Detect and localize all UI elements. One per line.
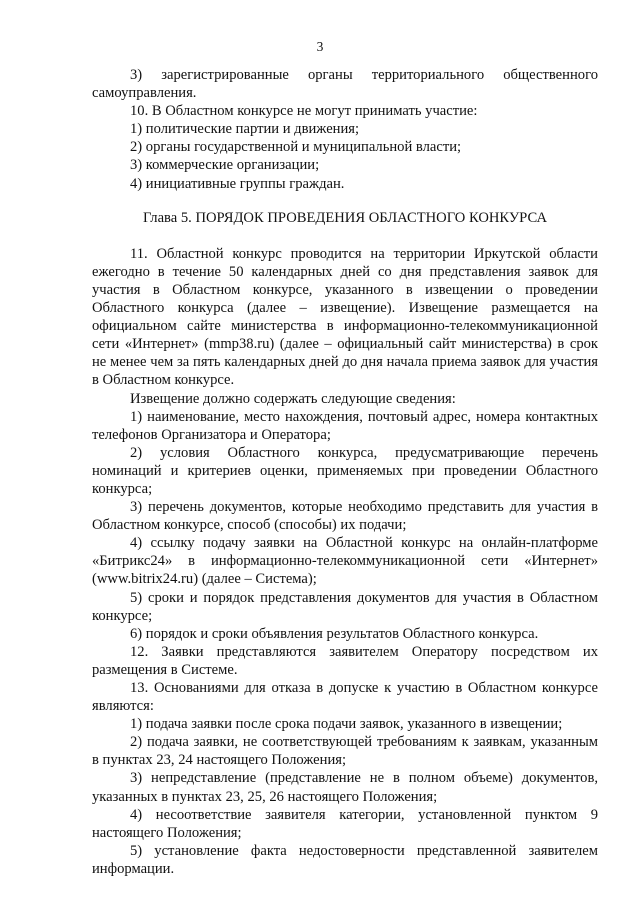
item13-list-item: 2) подача заявки, не соответствующей требованиям к заявкам, указанным в пунктах 23, 24 настоящего Положения;: [92, 734, 598, 769]
notice-item: 2) условия Областного конкурса, предусматривающие перечень номинаций и критериев оценки, применяемых при проведении Областного конкурса;: [92, 444, 598, 497]
item13-list-item: 3) непредставление (представление не в полном объеме) документов, указанных в пунктах 23, 25, 26 настоящего Положения;: [92, 770, 598, 805]
item10-list-item: 4) инициативные группы граждан.: [130, 175, 345, 192]
paragraph-top-line-1: 3) зарегистрированные органы территориального общественного: [130, 67, 598, 83]
item10-list-item: 3) коммерческие организации;: [130, 157, 320, 174]
chapter-title: Глава 5. ПОРЯДОК ПРОВЕДЕНИЯ ОБЛАСТНОГО КОНКУРСА: [142, 209, 548, 226]
item10-list-item: 1) политические партии и движения;: [130, 121, 360, 138]
paragraph-top-line-2: самоуправления.: [92, 85, 197, 102]
item13-heading: 13. Основаниями для отказа в допуске к участию в Областном конкурсе являются:: [92, 680, 598, 715]
item11-paragraph: 11. Областной конкурс проводится на территории Иркутской области ежегодно в течение 50 календарных дней со дня представления заявок для участия в Областном конкурсе, указанного в извещении о проведении Областного конкурса (далее – извещение). Извещение размещается на официальном сайте министерства в информационно-телекоммуникационной сети «Интернет» (mmp38.ru) (далее – официальный сайт министерства) в срок не менее чем за пять календарных дней до дня начала приема заявок для участия в Областном конкурсе.: [92, 245, 598, 389]
item13-list-item: 5) установление факта недостоверности представленной заявителем информации.: [92, 842, 598, 877]
notice-intro: Извещение должно содержать следующие сведения:: [130, 390, 456, 407]
notice-item: 4) ссылку подачу заявки на Областной конкурс на онлайн-платформе «Битрикс24» в информационно-телекоммуникационной сети «Интернет» (www.bitrix24.ru) (далее – Система);: [92, 535, 598, 588]
item12-paragraph: 12. Заявки представляются заявителем Оператору посредством их размещения в Системе.: [92, 643, 598, 678]
item10-heading: 10. В Областном конкурсе не могут принимать участие:: [130, 103, 478, 120]
item13-list-item: 4) несоответствие заявителя категории, установленной пунктом 9 настоящего Положения;: [92, 806, 598, 841]
page-number: 3: [316, 39, 324, 54]
item13-list-item: 1) подача заявки после срока подачи заявок, указанного в извещении;: [130, 716, 563, 733]
item10-list-item: 2) органы государственной и муниципальной власти;: [130, 139, 462, 156]
page-body: [92, 66, 598, 878]
notice-item: 5) сроки и порядок представления документов для участия в Областном конкурсе;: [92, 589, 598, 624]
notice-item: 3) перечень документов, которые необходимо представить для участия в Областном конкурсе, способ (способы) их подачи;: [92, 499, 598, 534]
notice-item: 6) порядок и сроки объявления результатов Областного конкурса.: [130, 625, 539, 642]
notice-item: 1) наименование, место нахождения, почтовый адрес, номера контактных телефонов Организатора и Оператора;: [92, 408, 598, 443]
